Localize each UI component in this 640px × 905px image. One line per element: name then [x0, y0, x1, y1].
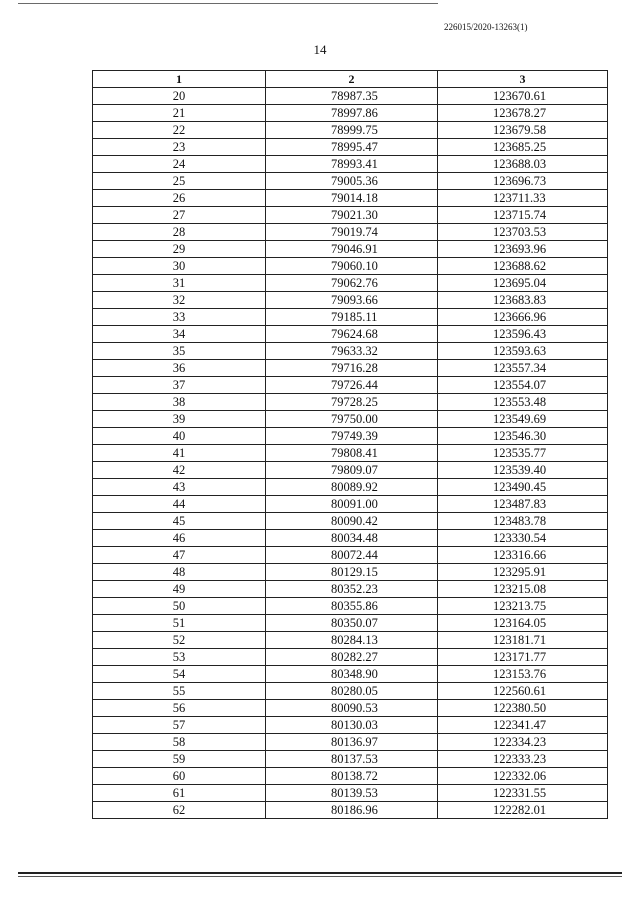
table-row	[93, 88, 608, 105]
column-header-1: 1	[93, 71, 266, 88]
column-header-2: 2	[266, 71, 438, 88]
point-number-cell: 54	[93, 666, 266, 683]
x-coordinate-cell: 80282.27	[266, 649, 438, 666]
point-number-cell: 25	[93, 173, 266, 190]
x-coordinate-cell: 80072.44	[266, 547, 438, 564]
y-coordinate-cell: 123539.40	[438, 462, 608, 479]
x-coordinate-cell: 80139.53	[266, 785, 438, 802]
x-coordinate-cell: 79005.36	[266, 173, 438, 190]
table-row	[93, 343, 608, 360]
y-coordinate-cell: 123666.96	[438, 309, 608, 326]
x-coordinate-cell: 80280.05	[266, 683, 438, 700]
x-coordinate-cell: 80186.96	[266, 802, 438, 819]
x-coordinate-cell: 78987.35	[266, 88, 438, 105]
y-coordinate-cell: 122333.23	[438, 751, 608, 768]
table-row	[93, 462, 608, 479]
point-number-cell: 31	[93, 275, 266, 292]
point-number-cell: 21	[93, 105, 266, 122]
point-number-cell: 33	[93, 309, 266, 326]
point-number-cell: 60	[93, 768, 266, 785]
point-number-cell: 27	[93, 207, 266, 224]
x-coordinate-cell: 79716.28	[266, 360, 438, 377]
y-coordinate-cell: 123171.77	[438, 649, 608, 666]
table-row	[93, 615, 608, 632]
table-row	[93, 292, 608, 309]
point-number-cell: 47	[93, 547, 266, 564]
point-number-cell: 55	[93, 683, 266, 700]
x-coordinate-cell: 78999.75	[266, 122, 438, 139]
x-coordinate-cell: 79062.76	[266, 275, 438, 292]
table-row	[93, 377, 608, 394]
table-body	[93, 88, 608, 819]
y-coordinate-cell: 123487.83	[438, 496, 608, 513]
top-scan-rule	[18, 3, 438, 4]
x-coordinate-cell: 79014.18	[266, 190, 438, 207]
table-row	[93, 530, 608, 547]
x-coordinate-cell: 79185.11	[266, 309, 438, 326]
y-coordinate-cell: 122282.01	[438, 802, 608, 819]
table-row	[93, 717, 608, 734]
table-row	[93, 581, 608, 598]
table-row	[93, 258, 608, 275]
point-number-cell: 30	[93, 258, 266, 275]
point-number-cell: 50	[93, 598, 266, 615]
x-coordinate-cell: 80136.97	[266, 734, 438, 751]
page-number: 14	[313, 42, 327, 57]
point-number-cell: 28	[93, 224, 266, 241]
table-row	[93, 632, 608, 649]
x-coordinate-cell: 80089.92	[266, 479, 438, 496]
x-coordinate-cell: 80091.00	[266, 496, 438, 513]
point-number-cell: 24	[93, 156, 266, 173]
point-number-cell: 59	[93, 751, 266, 768]
y-coordinate-cell: 122334.23	[438, 734, 608, 751]
x-coordinate-cell: 80284.13	[266, 632, 438, 649]
y-coordinate-cell: 123546.30	[438, 428, 608, 445]
y-coordinate-cell: 123688.62	[438, 258, 608, 275]
table-row	[93, 734, 608, 751]
x-coordinate-cell: 79624.68	[266, 326, 438, 343]
y-coordinate-cell: 123554.07	[438, 377, 608, 394]
y-coordinate-cell: 123711.33	[438, 190, 608, 207]
table-row	[93, 683, 608, 700]
coordinates-table	[92, 70, 608, 819]
point-number-cell: 49	[93, 581, 266, 598]
x-coordinate-cell: 80137.53	[266, 751, 438, 768]
point-number-cell: 48	[93, 564, 266, 581]
x-coordinate-cell: 79093.66	[266, 292, 438, 309]
table-row	[93, 122, 608, 139]
table-row	[93, 479, 608, 496]
point-number-cell: 51	[93, 615, 266, 632]
y-coordinate-cell: 122560.61	[438, 683, 608, 700]
table-row	[93, 139, 608, 156]
x-coordinate-cell: 80138.72	[266, 768, 438, 785]
y-coordinate-cell: 123683.83	[438, 292, 608, 309]
point-number-cell: 52	[93, 632, 266, 649]
table-row	[93, 105, 608, 122]
table-row	[93, 768, 608, 785]
x-coordinate-cell: 79021.30	[266, 207, 438, 224]
y-coordinate-cell: 123215.08	[438, 581, 608, 598]
y-coordinate-cell: 122380.50	[438, 700, 608, 717]
table-row	[93, 326, 608, 343]
point-number-cell: 41	[93, 445, 266, 462]
x-coordinate-cell: 79728.25	[266, 394, 438, 411]
table-row	[93, 275, 608, 292]
point-number-cell: 45	[93, 513, 266, 530]
point-number-cell: 46	[93, 530, 266, 547]
point-number-cell: 26	[93, 190, 266, 207]
point-number-cell: 44	[93, 496, 266, 513]
point-number-cell: 40	[93, 428, 266, 445]
y-coordinate-cell: 123213.75	[438, 598, 608, 615]
table-row	[93, 190, 608, 207]
point-number-cell: 23	[93, 139, 266, 156]
y-coordinate-cell: 123549.69	[438, 411, 608, 428]
x-coordinate-cell: 80034.48	[266, 530, 438, 547]
x-coordinate-cell: 79019.74	[266, 224, 438, 241]
x-coordinate-cell: 80090.42	[266, 513, 438, 530]
y-coordinate-cell: 123490.45	[438, 479, 608, 496]
y-coordinate-cell: 122331.55	[438, 785, 608, 802]
y-coordinate-cell: 123670.61	[438, 88, 608, 105]
x-coordinate-cell: 79809.07	[266, 462, 438, 479]
table-row	[93, 411, 608, 428]
point-number-cell: 53	[93, 649, 266, 666]
x-coordinate-cell: 80129.15	[266, 564, 438, 581]
y-coordinate-cell: 123316.66	[438, 547, 608, 564]
x-coordinate-cell: 80355.86	[266, 598, 438, 615]
y-coordinate-cell: 123596.43	[438, 326, 608, 343]
y-coordinate-cell: 123693.96	[438, 241, 608, 258]
x-coordinate-cell: 80090.53	[266, 700, 438, 717]
x-coordinate-cell: 79726.44	[266, 377, 438, 394]
table-row	[93, 496, 608, 513]
point-number-cell: 37	[93, 377, 266, 394]
table-row	[93, 309, 608, 326]
point-number-cell: 39	[93, 411, 266, 428]
y-coordinate-cell: 123295.91	[438, 564, 608, 581]
point-number-cell: 62	[93, 802, 266, 819]
x-coordinate-cell: 79046.91	[266, 241, 438, 258]
table-row	[93, 513, 608, 530]
x-coordinate-cell: 80352.23	[266, 581, 438, 598]
x-coordinate-cell: 79060.10	[266, 258, 438, 275]
table-row	[93, 224, 608, 241]
y-coordinate-cell: 123330.54	[438, 530, 608, 547]
table-row	[93, 207, 608, 224]
bottom-scan-rule-secondary	[18, 876, 622, 877]
y-coordinate-cell: 123695.04	[438, 275, 608, 292]
y-coordinate-cell: 123557.34	[438, 360, 608, 377]
point-number-cell: 61	[93, 785, 266, 802]
x-coordinate-cell: 80348.90	[266, 666, 438, 683]
point-number-cell: 56	[93, 700, 266, 717]
table-row	[93, 156, 608, 173]
y-coordinate-cell: 123553.48	[438, 394, 608, 411]
table-row	[93, 360, 608, 377]
table-header-row	[93, 71, 608, 88]
table-row	[93, 802, 608, 819]
y-coordinate-cell: 123678.27	[438, 105, 608, 122]
y-coordinate-cell: 122332.06	[438, 768, 608, 785]
point-number-cell: 29	[93, 241, 266, 258]
x-coordinate-cell: 79749.39	[266, 428, 438, 445]
table-row	[93, 751, 608, 768]
x-coordinate-cell: 79633.32	[266, 343, 438, 360]
y-coordinate-cell: 123181.71	[438, 632, 608, 649]
point-number-cell: 42	[93, 462, 266, 479]
y-coordinate-cell: 123715.74	[438, 207, 608, 224]
y-coordinate-cell: 123593.63	[438, 343, 608, 360]
point-number-cell: 43	[93, 479, 266, 496]
table-row	[93, 445, 608, 462]
table-row	[93, 649, 608, 666]
x-coordinate-cell: 80350.07	[266, 615, 438, 632]
table-row	[93, 241, 608, 258]
y-coordinate-cell: 122341.47	[438, 717, 608, 734]
point-number-cell: 20	[93, 88, 266, 105]
point-number-cell: 57	[93, 717, 266, 734]
point-number-cell: 32	[93, 292, 266, 309]
point-number-cell: 35	[93, 343, 266, 360]
table-row	[93, 547, 608, 564]
table-row	[93, 394, 608, 411]
y-coordinate-cell: 123703.53	[438, 224, 608, 241]
x-coordinate-cell: 79750.00	[266, 411, 438, 428]
y-coordinate-cell: 123679.58	[438, 122, 608, 139]
x-coordinate-cell: 78995.47	[266, 139, 438, 156]
y-coordinate-cell: 123688.03	[438, 156, 608, 173]
y-coordinate-cell: 123153.76	[438, 666, 608, 683]
column-header-3: 3	[438, 71, 608, 88]
table-row	[93, 700, 608, 717]
table-row	[93, 173, 608, 190]
x-coordinate-cell: 78997.86	[266, 105, 438, 122]
point-number-cell: 36	[93, 360, 266, 377]
y-coordinate-cell: 123685.25	[438, 139, 608, 156]
x-coordinate-cell: 79808.41	[266, 445, 438, 462]
x-coordinate-cell: 78993.41	[266, 156, 438, 173]
point-number-cell: 22	[93, 122, 266, 139]
table-row	[93, 598, 608, 615]
point-number-cell: 38	[93, 394, 266, 411]
table-row	[93, 785, 608, 802]
y-coordinate-cell: 123535.77	[438, 445, 608, 462]
x-coordinate-cell: 80130.03	[266, 717, 438, 734]
point-number-cell: 58	[93, 734, 266, 751]
document-reference: 226015/2020-13263(1)	[444, 22, 528, 32]
bottom-scan-rule	[18, 872, 622, 874]
point-number-cell: 34	[93, 326, 266, 343]
table-row	[93, 666, 608, 683]
y-coordinate-cell: 123164.05	[438, 615, 608, 632]
table-row	[93, 564, 608, 581]
table-row	[93, 428, 608, 445]
y-coordinate-cell: 123483.78	[438, 513, 608, 530]
y-coordinate-cell: 123696.73	[438, 173, 608, 190]
